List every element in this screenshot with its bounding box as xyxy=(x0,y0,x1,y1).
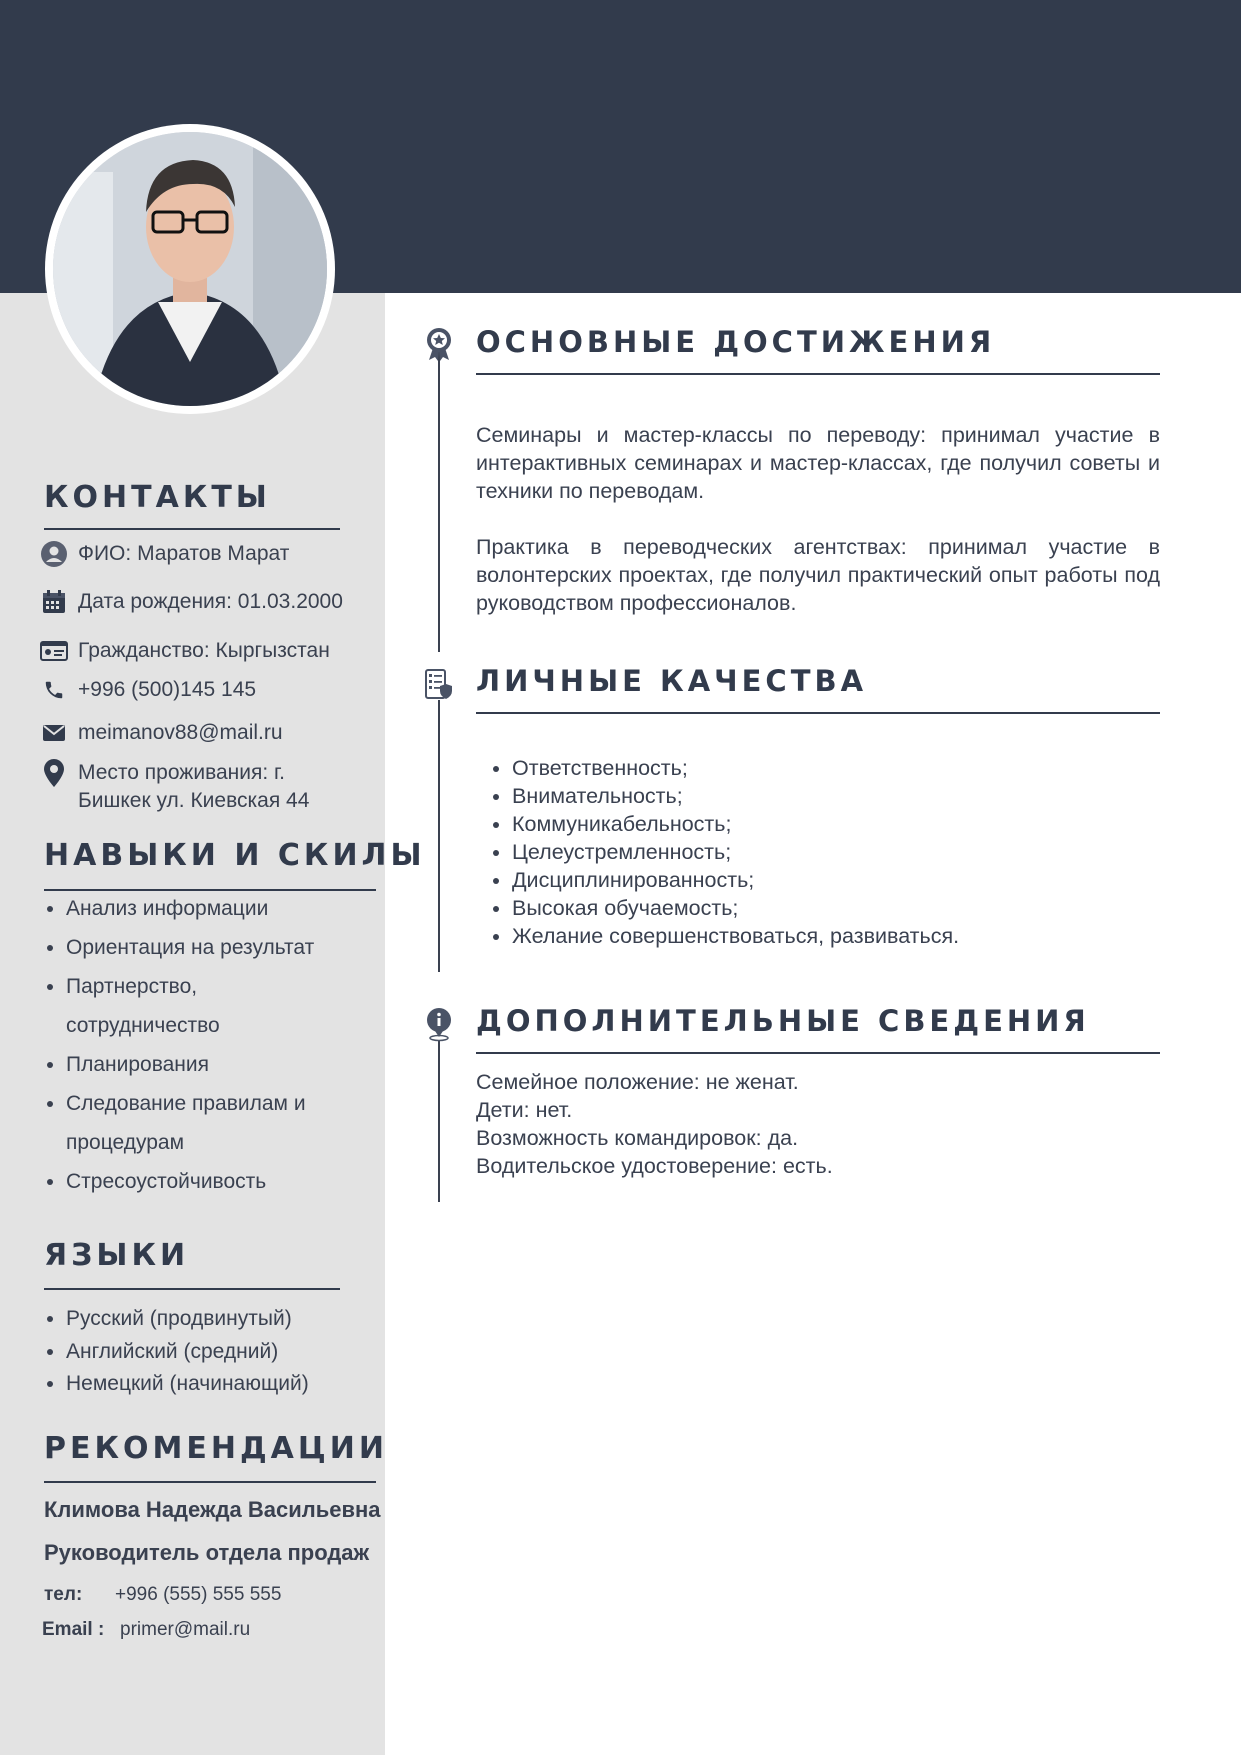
contact-citizenship-text: Гражданство: Кыргызстан xyxy=(78,639,330,662)
checklist-shield-icon xyxy=(422,668,456,702)
contact-name xyxy=(40,540,289,568)
contact-address xyxy=(40,759,318,815)
contacts-divider xyxy=(44,528,340,530)
timeline-line xyxy=(438,1040,440,1202)
quality-item: • Ответственность; xyxy=(512,754,959,782)
quality-item: • Целеустремленность; xyxy=(512,838,959,866)
qualities-list xyxy=(486,754,959,950)
languages-heading: ЯЗЫКИ xyxy=(44,1238,190,1273)
skill-item: • Анализ информации xyxy=(66,889,356,928)
recommender-phone-row xyxy=(44,1584,281,1606)
recommender-phone-label: тел: xyxy=(44,1584,83,1605)
contact-email-text: meimanov88@mail.ru xyxy=(78,721,283,744)
recommender-email[interactable]: primer@mail.ru xyxy=(120,1619,251,1640)
mail-icon xyxy=(40,719,68,747)
additional-info-line: Дети: нет. xyxy=(476,1098,573,1122)
recommender-email-label: Email : xyxy=(42,1619,105,1640)
additional-info-line: Семейное положение: не женат. xyxy=(476,1070,799,1094)
achievements-heading: ОСНОВНЫЕ ДОСТИЖЕНИЯ xyxy=(476,325,996,359)
contact-email[interactable] xyxy=(40,719,283,747)
skill-item: • Стресоустойчивость xyxy=(66,1162,356,1201)
additional-info-line: Водительское удостоверение: есть. xyxy=(476,1154,833,1178)
profile-photo-frame xyxy=(45,124,335,414)
contacts-heading: КОНТАКТЫ xyxy=(44,480,271,515)
qualities-divider xyxy=(476,712,1160,714)
additional-info-block xyxy=(476,1068,1160,1180)
contact-phone xyxy=(40,676,256,704)
calendar-icon xyxy=(40,588,68,616)
skill-item: • Следование правилам и процедурам xyxy=(66,1084,326,1162)
quality-item: • Внимательность; xyxy=(512,782,959,810)
recommender-name: Климова Надежда Васильевна xyxy=(44,1497,381,1522)
quality-item: • Дисциплинированность; xyxy=(512,866,959,894)
achievements-divider xyxy=(476,373,1160,375)
award-medal-icon xyxy=(422,327,456,361)
skills-heading: НАВЫКИ И СКИЛЫ xyxy=(44,838,426,873)
contact-birthdate xyxy=(40,588,343,616)
quality-item: • Высокая обучаемость; xyxy=(512,894,959,922)
languages-divider xyxy=(44,1288,340,1290)
recommender-phone: +996 (555) 555 555 xyxy=(115,1584,282,1605)
qualities-heading: ЛИЧНЫЕ КАЧЕСТВА xyxy=(476,664,868,698)
additional-divider xyxy=(476,1052,1160,1054)
profile-photo xyxy=(53,132,327,406)
language-item: • Русский (продвинутый) xyxy=(66,1303,366,1336)
quality-item: • Коммуникабельность; xyxy=(512,810,959,838)
id-card-icon xyxy=(40,637,68,665)
achievement-paragraph: Практика в переводческих агентствах: принимал участие в волонтерских проектах, где получил практический опыт работы под руководством профессионалов. xyxy=(476,535,1160,615)
contact-address-text: Место проживания: г. Бишкек ул. Киевская 44 xyxy=(78,761,310,812)
language-item: • Немецкий (начинающий) xyxy=(66,1368,366,1401)
timeline-line xyxy=(438,700,440,972)
skill-item: • Планирования xyxy=(66,1045,356,1084)
recommendations-divider xyxy=(44,1481,376,1483)
language-item: • Английский (средний) xyxy=(66,1336,366,1369)
contact-phone-text: +996 (500)145 145 xyxy=(78,678,257,701)
recommender-email-row xyxy=(42,1619,250,1641)
contact-name-text: ФИО: Маратов Марат xyxy=(78,542,290,565)
contact-birthdate-text: Дата рождения: 01.03.2000 xyxy=(78,590,343,613)
languages-list xyxy=(40,1303,366,1401)
additional-heading: ДОПОЛНИТЕЛЬНЫЕ СВЕДЕНИЯ xyxy=(476,1004,1090,1038)
quality-item: • Желание совершенствоваться, развиваться. xyxy=(512,922,959,950)
skill-item: • Ориентация на результат xyxy=(66,928,356,967)
achievement-paragraph: Семинары и мастер-классы по переводу: принимал участие в интерактивных семинарах и мастер-классах, где получил советы и техники по переводам. xyxy=(476,423,1160,503)
recommendations-heading: РЕКОМЕНДАЦИИ xyxy=(44,1431,388,1466)
contact-citizenship xyxy=(40,637,330,665)
location-pin-icon xyxy=(40,759,68,787)
info-pin-icon xyxy=(422,1008,456,1042)
additional-info-line: Возможность командировок: да. xyxy=(476,1126,799,1150)
person-icon xyxy=(40,540,68,568)
recommender-position: Руководитель отдела продаж xyxy=(44,1540,370,1565)
timeline-line xyxy=(438,352,440,652)
phone-icon xyxy=(40,676,68,704)
skills-list xyxy=(40,889,356,1201)
skill-item: • Партнерство, сотрудничество xyxy=(66,967,256,1045)
